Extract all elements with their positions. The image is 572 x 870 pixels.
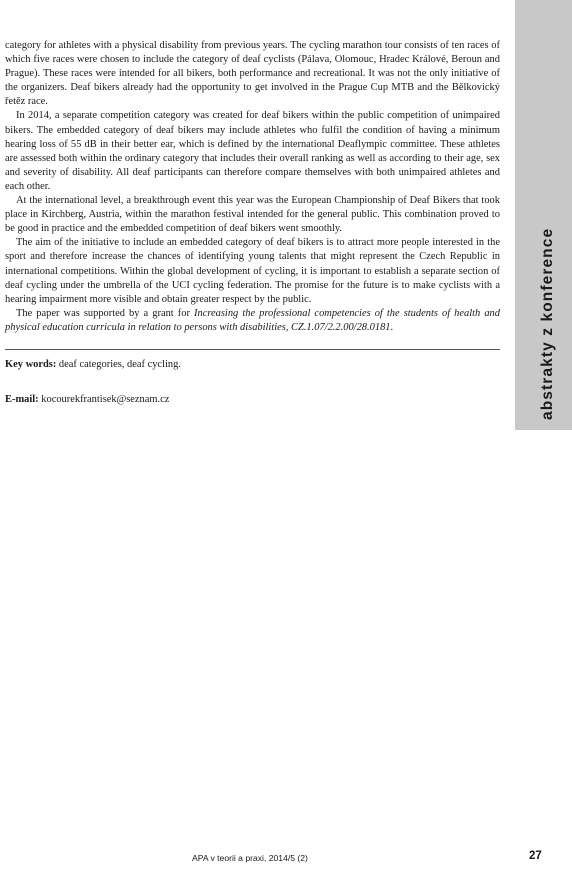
section-divider: [5, 349, 500, 350]
paragraph-5: [5, 307, 500, 335]
paragraph-2: In 2014, a separate competition category was created for deaf bikers within the public competition of unimpaired bikers. The embedded category of deaf bikers may include athletes who fulfil the condition of having a minimum hearing loss of 55 dB in their better ear, which is defined by the international Deaflympic committee. These athletes are assessed both within the ordinary category that includes their overall ranking as well as according to their age, sex and severity of disability. All deaf participants can therefore compare themselves with both unimpaired athletes and each other.: [5, 110, 500, 192]
grant-title: Increasing the professional competencies of the students of health and physical education curricula in relation to persons with disabilities, CZ.1.07/2.2.00/28.0181: [5, 307, 500, 333]
paragraph-1: category for athletes with a physical disability from previous years. The cycling marathon tour consists of ten races of which five races were chosen to include the category of deaf cyclists (Pálava, Olomouc, Hradec Králové, Beroun and Prague). These races were intended for all bikers, both performance and recreational. It was not the only initiative of the organizers. Deaf bikers already had the opportunity to get involved in the Prague Cup MTB and the Bělkovický řetěz race.: [5, 40, 500, 108]
email-line: [5, 393, 169, 407]
article-body: [5, 39, 500, 335]
email-label: E-mail:: [5, 394, 39, 405]
paragraph-3: At the international level, a breakthrough event this year was the European Championship of Deaf Bikers that took place in Kirchberg, Austria, within the marathon festival intended for the general public. This combination proved to be good in practice and the embedded competition of deaf bikers went smoothly.: [5, 195, 500, 235]
sidebar-section-label: abstrakty z konference: [539, 227, 556, 420]
paragraph-4: The aim of the initiative to include an embedded category of deaf bikers is to attract more people interested in the sport and therefore increase the chances of identifying young talents that might represent the Czech Republic in international competitions. Within the global development of cycling, it is important to establish a separate section of deaf cycling under the umbrella of the UCI cycling federation. The promise for the future is to make cyclists with a hearing impairment more visible and obtain greater respect by the public.: [5, 237, 500, 305]
footer-journal: APA v teorii a praxi, 2014/5 (2): [192, 853, 308, 863]
page-number: 27: [529, 850, 542, 862]
keywords-value: deaf categories, deaf cycling.: [56, 359, 181, 370]
grant-end: .: [390, 321, 394, 333]
keywords-label: Key words:: [5, 359, 57, 370]
grant-lead: The paper was supported by a grant for: [16, 307, 195, 319]
keywords-line: [5, 358, 181, 372]
email-value: kocourekfrantisek@seznam.cz: [38, 394, 170, 405]
